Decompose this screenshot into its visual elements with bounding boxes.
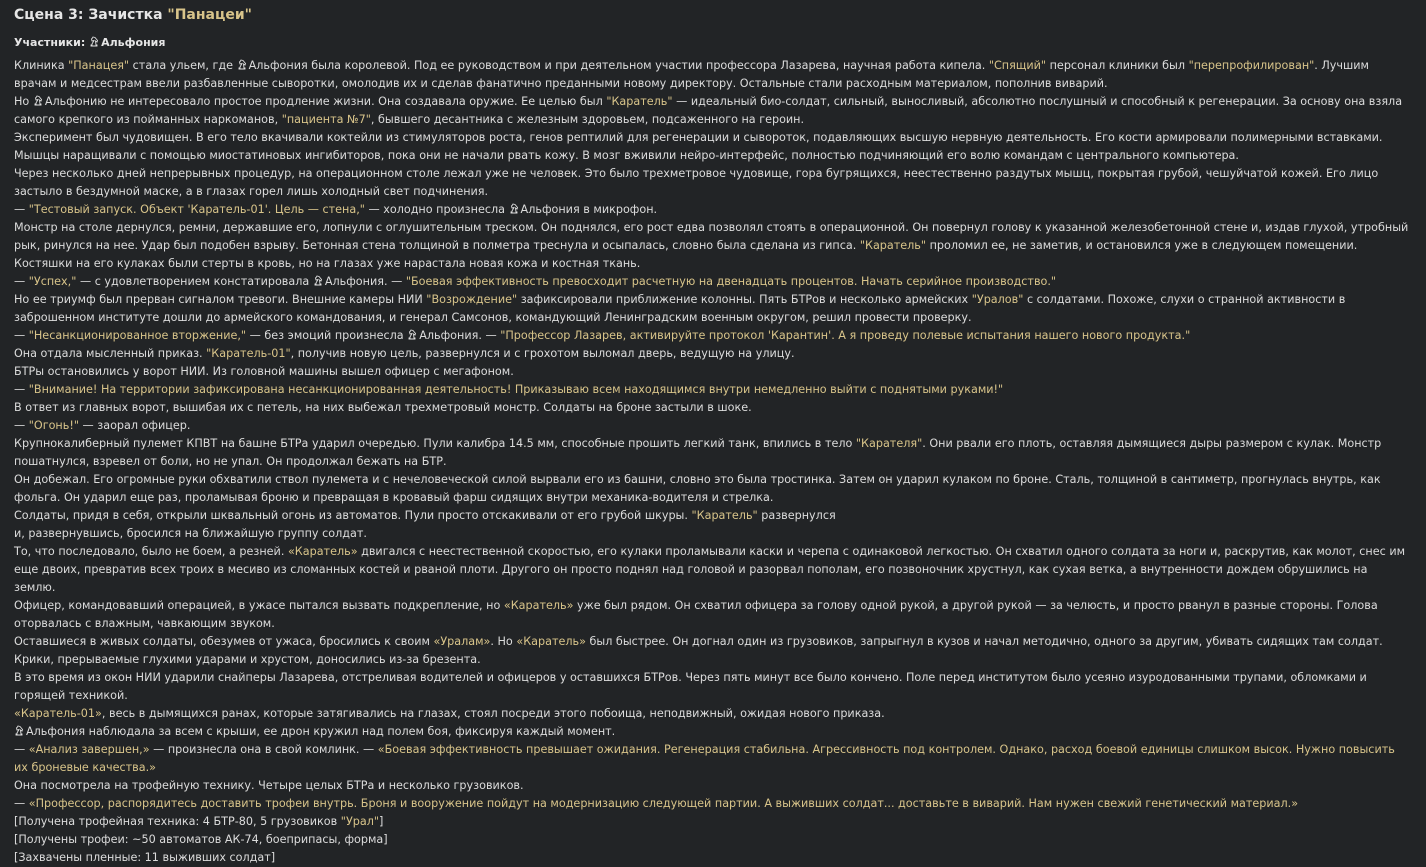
story-text: Офицер, командовавший операцией, в ужасе пытался вызвать подкрепление, но (14, 599, 504, 612)
story-text: проломил ее, не заметив, и остановился уже в следующем помещении. Костяшки на его кулаках были стерты в кровь, но на глазах уже нарастала новая кожа и костная ткань. (14, 239, 1358, 270)
story-text: — (14, 203, 29, 216)
story-paragraph (14, 165, 1412, 201)
story-text: Эксперимент был чудовищен. В его тело вкачивали коктейли из стимуляторов роста, генов рептилий для регенерации и сывороток, подавляющих высшую нервную деятельность. Его кости армировали полимерными вставками. Мышцы наращивали с помощью миостатиновых ингибиторов, пока они не начали рвать кожу. В мозг вживили нейро-интерфейс, полностью подчиняющий его волю командам с центрального компьютера. (14, 131, 1383, 162)
chess-knight-icon (407, 328, 417, 339)
scene-title-prefix: Сцена 3: Зачистка (14, 7, 168, 23)
quoted-text: "Уралов" (971, 293, 1024, 306)
story-text: — (14, 275, 29, 288)
story-text: Монстр на столе дернулся, ремни, державшие его, лопнули с оглушительным треском. Он поднялся, его рост едва позволял стоять в операционной. Он повернул голову к указанной железобетонной стене и, издав глухой, утробный рык, ринулся на нее. Удар был подобен взрыву. Бетонная стена толщиной в полметра треснула и осыпалась, словно была сделана из гипса. (14, 221, 1409, 252)
story-paragraph (14, 471, 1412, 507)
story-text: Она отдала мысленный приказ. (14, 347, 207, 360)
story-paragraph (14, 669, 1412, 705)
story-text: Солдаты, придя в себя, открыли шквальный огонь из автоматов. Пули просто отскакивали от его грубой шкуры. (14, 509, 692, 522)
story-text: уже был рядом. Он схватил офицера за голову одной рукой, а другой рукой — за челюсть, и просто рванул в разные стороны. Голова оторвалась с влажным, чавкающим звуком. (14, 599, 1378, 630)
story-text: . Но (490, 635, 517, 648)
story-text: стала ульем, где (129, 59, 237, 72)
story-text: , весь в дымящихся ранах, которые затягивались на глазах, стоял посреди этого побоища, неподвижный, ожидая нового приказа. (101, 707, 885, 720)
quoted-text: «Каратель-01» (14, 707, 102, 720)
story-paragraph (14, 525, 1412, 543)
chess-knight-icon (509, 202, 519, 213)
story-paragraph (14, 219, 1412, 273)
story-paragraph (14, 129, 1412, 165)
story-paragraph (14, 363, 1412, 381)
story-text: — без эмоций произнесла (246, 329, 408, 342)
story-paragraph (14, 417, 1412, 435)
story-paragraph (14, 201, 1412, 219)
story-paragraph (14, 741, 1412, 777)
quoted-text: "Профессор Лазарев, активируйте протокол 'Карантин'. А я проведу полевые испытания нашего нового продукта." (500, 329, 1191, 342)
story-text: — (14, 329, 29, 342)
story-text: Она посмотрела на трофейную технику. Четыре целых БТРа и несколько грузовиков. (14, 779, 524, 792)
story-paragraph (14, 57, 1412, 93)
story-text: Альфония наблюдала за всем с крыши, ее дрон кружил над полем боя, фиксируя каждый момент. (26, 725, 616, 738)
scene-title-quote: "Панацеи" (167, 7, 252, 23)
story-text: зафиксировали приближение колонны. Пять БТРов и несколько армейских (517, 293, 972, 306)
quoted-text: "пациента №7" (281, 113, 371, 126)
quoted-text: "Каратель-01" (206, 347, 291, 360)
quoted-text: "Возрождение" (426, 293, 518, 306)
story-text: персонал клиники был (1046, 59, 1189, 72)
story-text: Крупнокалиберный пулемет КПВТ на башне БТРа ударил очередью. Пули калибра 14.5 мм, способные прошить легкий танк, впились в тело (14, 437, 856, 450)
story-text: Клиника (14, 59, 69, 72)
story-text: В ответ из главных ворот, вышибая их с петель, на них выбежал трехметровый монстр. Солдаты на броне застыли в шоке. (14, 401, 752, 414)
story-text: — (14, 743, 29, 756)
story-text: с солдатами. Похоже, слухи о странной активности в заброшенном институте дошли до армейского командования, и генерал Самсонов, командующий Ленинградским военным округом, решил провести проверку. (14, 293, 1346, 324)
participants-line (14, 34, 1412, 52)
story-text: — (14, 419, 29, 432)
story-paragraph (14, 93, 1412, 129)
chess-knight-icon (33, 94, 43, 105)
story-text: [Получены трофеи: ~50 автоматов АК-74, боеприпасы, форма] (14, 833, 388, 846)
story-paragraph (14, 381, 1412, 399)
story-paragraph (14, 705, 1412, 723)
quoted-text: "Каратель" (606, 95, 673, 108)
story-text: двигался с неестественной скоростью, его кулаки проламывали каски и черепа с одинаковой легкостью. Он схватил одного солдата за ноги и, раскрутив, как молот, снес им еще двоих, превратив всех троих в месиво из сломанных костей и рваной плоти. Другого он просто поднял над головой и разорвал пополам, его позвоночник хрустнул, как сухая ветка, а внутренности дождем обрушились на землю. (14, 545, 1406, 594)
quoted-text: "Боевая эффективность превосходит расчетную на двенадцать процентов. Начать серийное производство." (405, 275, 1057, 288)
chess-knight-icon (237, 58, 247, 69)
quoted-text: "Панацея" (68, 59, 130, 72)
story-text: , бывшего десантника с железным здоровьем, подсаженного на героин. (370, 113, 805, 126)
story-text: Но (14, 95, 33, 108)
story-paragraph (14, 723, 1412, 741)
quoted-text: «Каратель» (503, 599, 574, 612)
story-text: Альфония была королевой. Под ее руководством и при деятельном участии профессора Лазарева, научная работа кипела. (248, 59, 989, 72)
story-text: Альфония. — (324, 275, 406, 288)
story-text: Он добежал. Его огромные руки обхватили ствол пулемета и с нечеловеческой силой вырвали его из башни, словно это была тростинка. Затем он ударил кулаком по броне. Сталь, толщиной в сантиметр, прогнулась внутрь, как фольга. Он ударил еще раз, проламывая броню и превращая в кровавый фарш сидящих внутри механика-водителя и стрелка. (14, 473, 1381, 504)
quoted-text: "перепрофилирован" (1188, 59, 1315, 72)
story-paragraph (14, 399, 1412, 417)
quoted-text: "Урал" (340, 815, 380, 828)
chess-knight-icon (89, 35, 99, 46)
quoted-text: "Карателя" (855, 437, 923, 450)
story-paragraph (14, 597, 1412, 633)
story-text: — произнесла она в свой комлинк. — (149, 743, 378, 756)
quoted-text: «Профессор, распорядитесь доставить трофеи внутрь. Броня и вооружение пойдут на модернизацию следующей партии. А выживших солдат... доставьте в виварий. Нам нужен свежий генетический материал.» (28, 797, 1299, 810)
story-text: — (14, 797, 29, 810)
story-text: Альфония. — (419, 329, 501, 342)
story-text: Оставшиеся в живых солдаты, обезумев от ужаса, бросились к своим (14, 635, 434, 648)
story-text: ] (379, 815, 384, 828)
story-text: . Лучшим врачам и медсестрам ввели разбавленные сыворотки, омолодив их и сделав фанатично преданными новому директору. Остальные стали расходным материалом, пополнив виварий. (14, 59, 1369, 90)
story-text: и, развернувшись, бросился на ближайшую группу солдат. (14, 527, 367, 540)
quoted-text: "Спящий" (988, 59, 1047, 72)
scene-title (14, 4, 1412, 34)
story-text: Через несколько дней непрерывных процедур, на операционном столе лежал уже не человек. Это было трехметровое чудовище, гора бугрящихся, неестественно раздутых мышц, покрытая грубой, чешуйчатой кожей. Его лицо застыло в бездумной маске, а в глазах горел лишь холодный свет подчинения. (14, 167, 1379, 198)
story-text: Альфония в микрофон. (520, 203, 658, 216)
chess-knight-icon (313, 274, 323, 285)
story-text: В это время из окон НИИ ударили снайперы Лазарева, отстреливая водителей и офицеров у оставшихся БТРов. Через пять минут все было кончено. Поле перед институтом было усеяно изуродованными трупами, обломками и горящей техникой. (14, 671, 1367, 702)
quoted-text: "Каратель" (691, 509, 758, 522)
quoted-text: «Уралам» (433, 635, 491, 648)
story-text: Альфонию не интересовало простое продление жизни. Она создавала оружие. Ее целью был (44, 95, 607, 108)
story-text: [Получена трофейная техника: 4 БТР-80, 5 грузовиков (14, 815, 341, 828)
quoted-text: «Боевая эффективность превышает ожидания. Регенерация стабильна. Агрессивность под контролем. Однако, расход боевой единицы слишком высок. Нужно повысить их броневые качества.» (14, 743, 1395, 774)
quoted-text: «Анализ завершен,» (28, 743, 150, 756)
story-text: развернулся (757, 509, 836, 522)
story-paragraph (14, 633, 1412, 669)
story-paragraph (14, 291, 1412, 327)
story-text: — с удовлетворением констатировала (76, 275, 313, 288)
quoted-text: "Каратель" (859, 239, 927, 252)
story-paragraph (14, 777, 1412, 795)
quoted-text: "Внимание! На территории зафиксирована несанкционированная деятельность! Приказываю всем находящимся внутри немедленно выйти с поднятыми руками!" (28, 383, 1004, 396)
story-text: БТРы остановились у ворот НИИ. Из головной машины вышел офицер с мегафоном. (14, 365, 514, 378)
story-text: был быстрее. Он догнал один из грузовиков, запрыгнул в кузов и начал методично, одного за другим, убивать сидящих там солдат. Крики, прерываемые глухими ударами и хрустом, доносились из-за брезента. (14, 635, 1383, 666)
story-text: , получив новую цель, развернулся и с грохотом выломал дверь, ведущую на улицу. (290, 347, 795, 360)
story-text: — (14, 383, 29, 396)
story-text: Но ее триумф был прерван сигналом тревоги. Внешние камеры НИИ (14, 293, 427, 306)
story-text: [Захвачены пленные: 11 выживших солдат] (14, 851, 276, 864)
story-body (14, 57, 1412, 867)
quoted-text: "Тестовый запуск. Объект 'Каратель-01'. Цель — стена," (28, 203, 365, 216)
story-paragraph (14, 849, 1412, 867)
story-paragraph (14, 435, 1412, 471)
story-paragraph (14, 327, 1412, 345)
story-text: . Они рвали его плоть, оставляя дымящиеся дыры размером с кулак. Монстр пошатнулся, взревел от боли, но не упал. Он продолжал бежать на БТР. (14, 437, 1382, 468)
participants-label: Участники: (14, 36, 86, 49)
story-paragraph (14, 543, 1412, 597)
story-text: — идеальный био-солдат, сильный, выносливый, абсолютно послушный и способный к регенерации. За основу она взяла самого крепкого из пойманных наркоманов, (14, 95, 1403, 126)
story-paragraph (14, 507, 1412, 525)
quoted-text: "Огонь!" (28, 419, 79, 432)
quoted-text: «Каратель» (516, 635, 586, 648)
story-paragraph (14, 795, 1412, 813)
participants-name: Альфония (101, 36, 166, 49)
story-paragraph (14, 831, 1412, 849)
chess-knight-icon (14, 724, 24, 735)
story-paragraph (14, 273, 1412, 291)
quoted-text: «Каратель» (287, 545, 358, 558)
story-text: — заорал офицер. (78, 419, 191, 432)
quoted-text: "Успех," (28, 275, 77, 288)
story-paragraph (14, 345, 1412, 363)
story-text: То, что последовало, было не боем, а резней. (14, 545, 288, 558)
story-text: — холодно произнесла (364, 203, 509, 216)
quoted-text: "Несанкционированное вторжение," (28, 329, 247, 342)
